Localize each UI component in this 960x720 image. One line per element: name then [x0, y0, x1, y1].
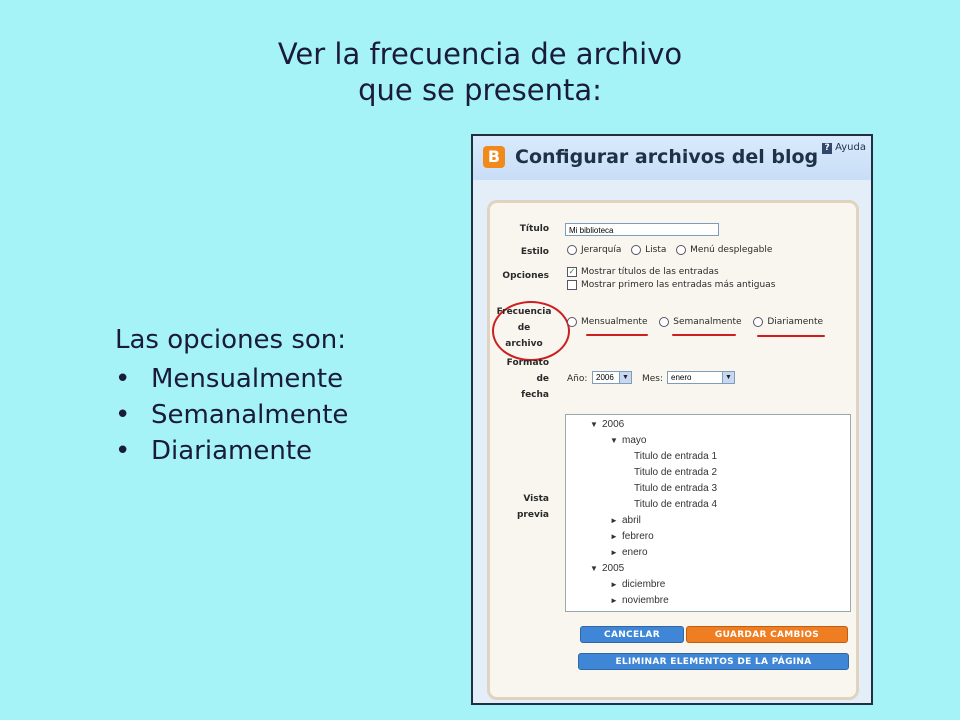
collapsed-arrow-icon[interactable]: ► — [610, 532, 618, 541]
slide-title — [0, 36, 960, 108]
frequency-option-monthly: Mensualmente — [581, 317, 648, 327]
option-show-titles — [567, 265, 719, 279]
preview-label-line-2: previa — [516, 510, 549, 520]
preview-tree-label: 2006 — [602, 419, 625, 430]
expanded-arrow-icon[interactable]: ▼ — [590, 420, 598, 429]
preview-tree-label: Titulo de entrada 3 — [634, 483, 718, 494]
panel-title: Configurar archivos del blog — [515, 146, 819, 168]
preview-tree-label: noviembre — [622, 595, 669, 606]
blog-archive-settings-panel — [471, 134, 873, 705]
settings-form — [487, 200, 859, 700]
month-value: enero — [671, 373, 692, 382]
date-format-label-line-2: de — [536, 374, 549, 384]
preview-tree-label: Titulo de entrada 2 — [634, 467, 718, 478]
date-format-label-line-3: fecha — [521, 390, 549, 400]
preview-tree-item[interactable] — [610, 546, 648, 560]
cancel-button[interactable]: CANCELAR — [580, 626, 684, 643]
option-item: • Semanalmente — [115, 397, 348, 433]
preview-tree-item — [634, 482, 717, 496]
preview-tree-item[interactable] — [610, 514, 641, 528]
chevron-down-icon: ▼ — [619, 372, 631, 383]
help-icon: ? — [822, 143, 832, 154]
delete-page-element-button[interactable]: ELIMINAR ELEMENTOS DE LA PÁGINA — [578, 653, 849, 670]
preview-tree-item[interactable] — [590, 562, 624, 576]
collapsed-arrow-icon[interactable]: ► — [610, 548, 618, 557]
option-item: • Diariamente — [115, 433, 348, 469]
style-option-hierarchy: Jerarquía — [581, 245, 622, 255]
frequency-radio-daily[interactable] — [753, 317, 763, 327]
chevron-down-icon: ▼ — [722, 372, 734, 383]
help-label: Ayuda — [835, 142, 866, 153]
underline-daily — [757, 335, 825, 337]
preview-tree-label: abril — [622, 515, 641, 526]
underline-weekly — [672, 334, 736, 336]
preview-tree-item — [634, 466, 717, 480]
blogger-logo-icon: B — [483, 146, 505, 168]
expanded-arrow-icon[interactable]: ▼ — [610, 436, 618, 445]
year-select[interactable] — [592, 371, 632, 384]
archive-preview — [565, 414, 851, 612]
expanded-arrow-icon[interactable]: ▼ — [590, 564, 598, 573]
save-changes-button[interactable]: GUARDAR CAMBIOS — [686, 626, 848, 643]
oldest-first-label: Mostrar primero las entradas más antiguas — [581, 280, 776, 290]
frequency-options — [567, 315, 823, 329]
slide-title-line-1: Ver la frecuencia de archivo — [277, 37, 683, 71]
preview-tree-item[interactable] — [590, 418, 624, 432]
option-oldest-first — [567, 278, 775, 292]
help-link[interactable] — [822, 142, 866, 154]
preview-tree-item[interactable] — [610, 578, 665, 592]
collapsed-arrow-icon[interactable]: ► — [610, 596, 618, 605]
panel-header — [473, 136, 871, 180]
style-option-list: Lista — [645, 245, 667, 255]
options-block — [115, 325, 348, 469]
date-format-label-line-1: Formato — [506, 358, 549, 368]
preview-tree-label: 2005 — [602, 563, 625, 574]
slide-title-line-2: que se presenta: — [358, 73, 602, 107]
year-value: 2006 — [596, 373, 614, 382]
collapsed-arrow-icon[interactable]: ► — [610, 580, 618, 589]
preview-tree-label: mayo — [622, 435, 647, 446]
frequency-label-line-3: archivo — [505, 339, 543, 349]
show-titles-label: Mostrar títulos de las entradas — [581, 267, 719, 277]
month-label: Mes: — [642, 374, 664, 384]
preview-tree-label: Titulo de entrada 1 — [634, 451, 718, 462]
title-input[interactable]: Mi biblioteca — [565, 223, 719, 236]
preview-tree-item[interactable] — [610, 530, 654, 544]
style-radio-dropdown[interactable] — [676, 245, 686, 255]
style-radio-list[interactable] — [631, 245, 641, 255]
year-label: Año: — [567, 374, 588, 384]
title-label: Título — [519, 224, 549, 234]
underline-monthly — [586, 334, 648, 336]
preview-tree-label: febrero — [622, 531, 654, 542]
oldest-first-checkbox[interactable] — [567, 280, 577, 290]
option-item: • Mensualmente — [115, 361, 348, 397]
preview-tree-label: diciembre — [622, 579, 666, 590]
frequency-radio-weekly[interactable] — [659, 317, 669, 327]
style-option-dropdown: Menú desplegable — [690, 245, 773, 255]
frequency-option-weekly: Semanalmente — [673, 317, 742, 327]
frequency-label-line-1: Frecuencia — [496, 307, 552, 317]
preview-tree-label: Titulo de entrada 4 — [634, 499, 718, 510]
preview-tree-item[interactable] — [610, 594, 669, 608]
panel-body — [473, 180, 871, 705]
style-options — [567, 243, 772, 257]
month-select[interactable] — [667, 371, 735, 384]
preview-tree-item — [634, 450, 717, 464]
options-heading: Las opciones son: — [115, 325, 347, 355]
show-titles-checkbox[interactable]: ✓ — [568, 266, 576, 276]
preview-tree-label: enero — [622, 547, 648, 558]
preview-label-line-1: Vista — [523, 494, 549, 504]
frequency-option-daily: Diariamente — [767, 317, 824, 327]
style-radio-hierarchy[interactable] — [567, 245, 577, 255]
preview-tree-item[interactable] — [610, 434, 646, 448]
preview-tree-item — [634, 498, 717, 512]
frequency-label-line-2: de — [517, 323, 531, 333]
style-label: Estilo — [520, 247, 549, 257]
options-list — [115, 361, 348, 469]
collapsed-arrow-icon[interactable]: ► — [610, 516, 618, 525]
options-label: Opciones — [502, 271, 549, 281]
frequency-radio-monthly[interactable] — [567, 317, 577, 327]
